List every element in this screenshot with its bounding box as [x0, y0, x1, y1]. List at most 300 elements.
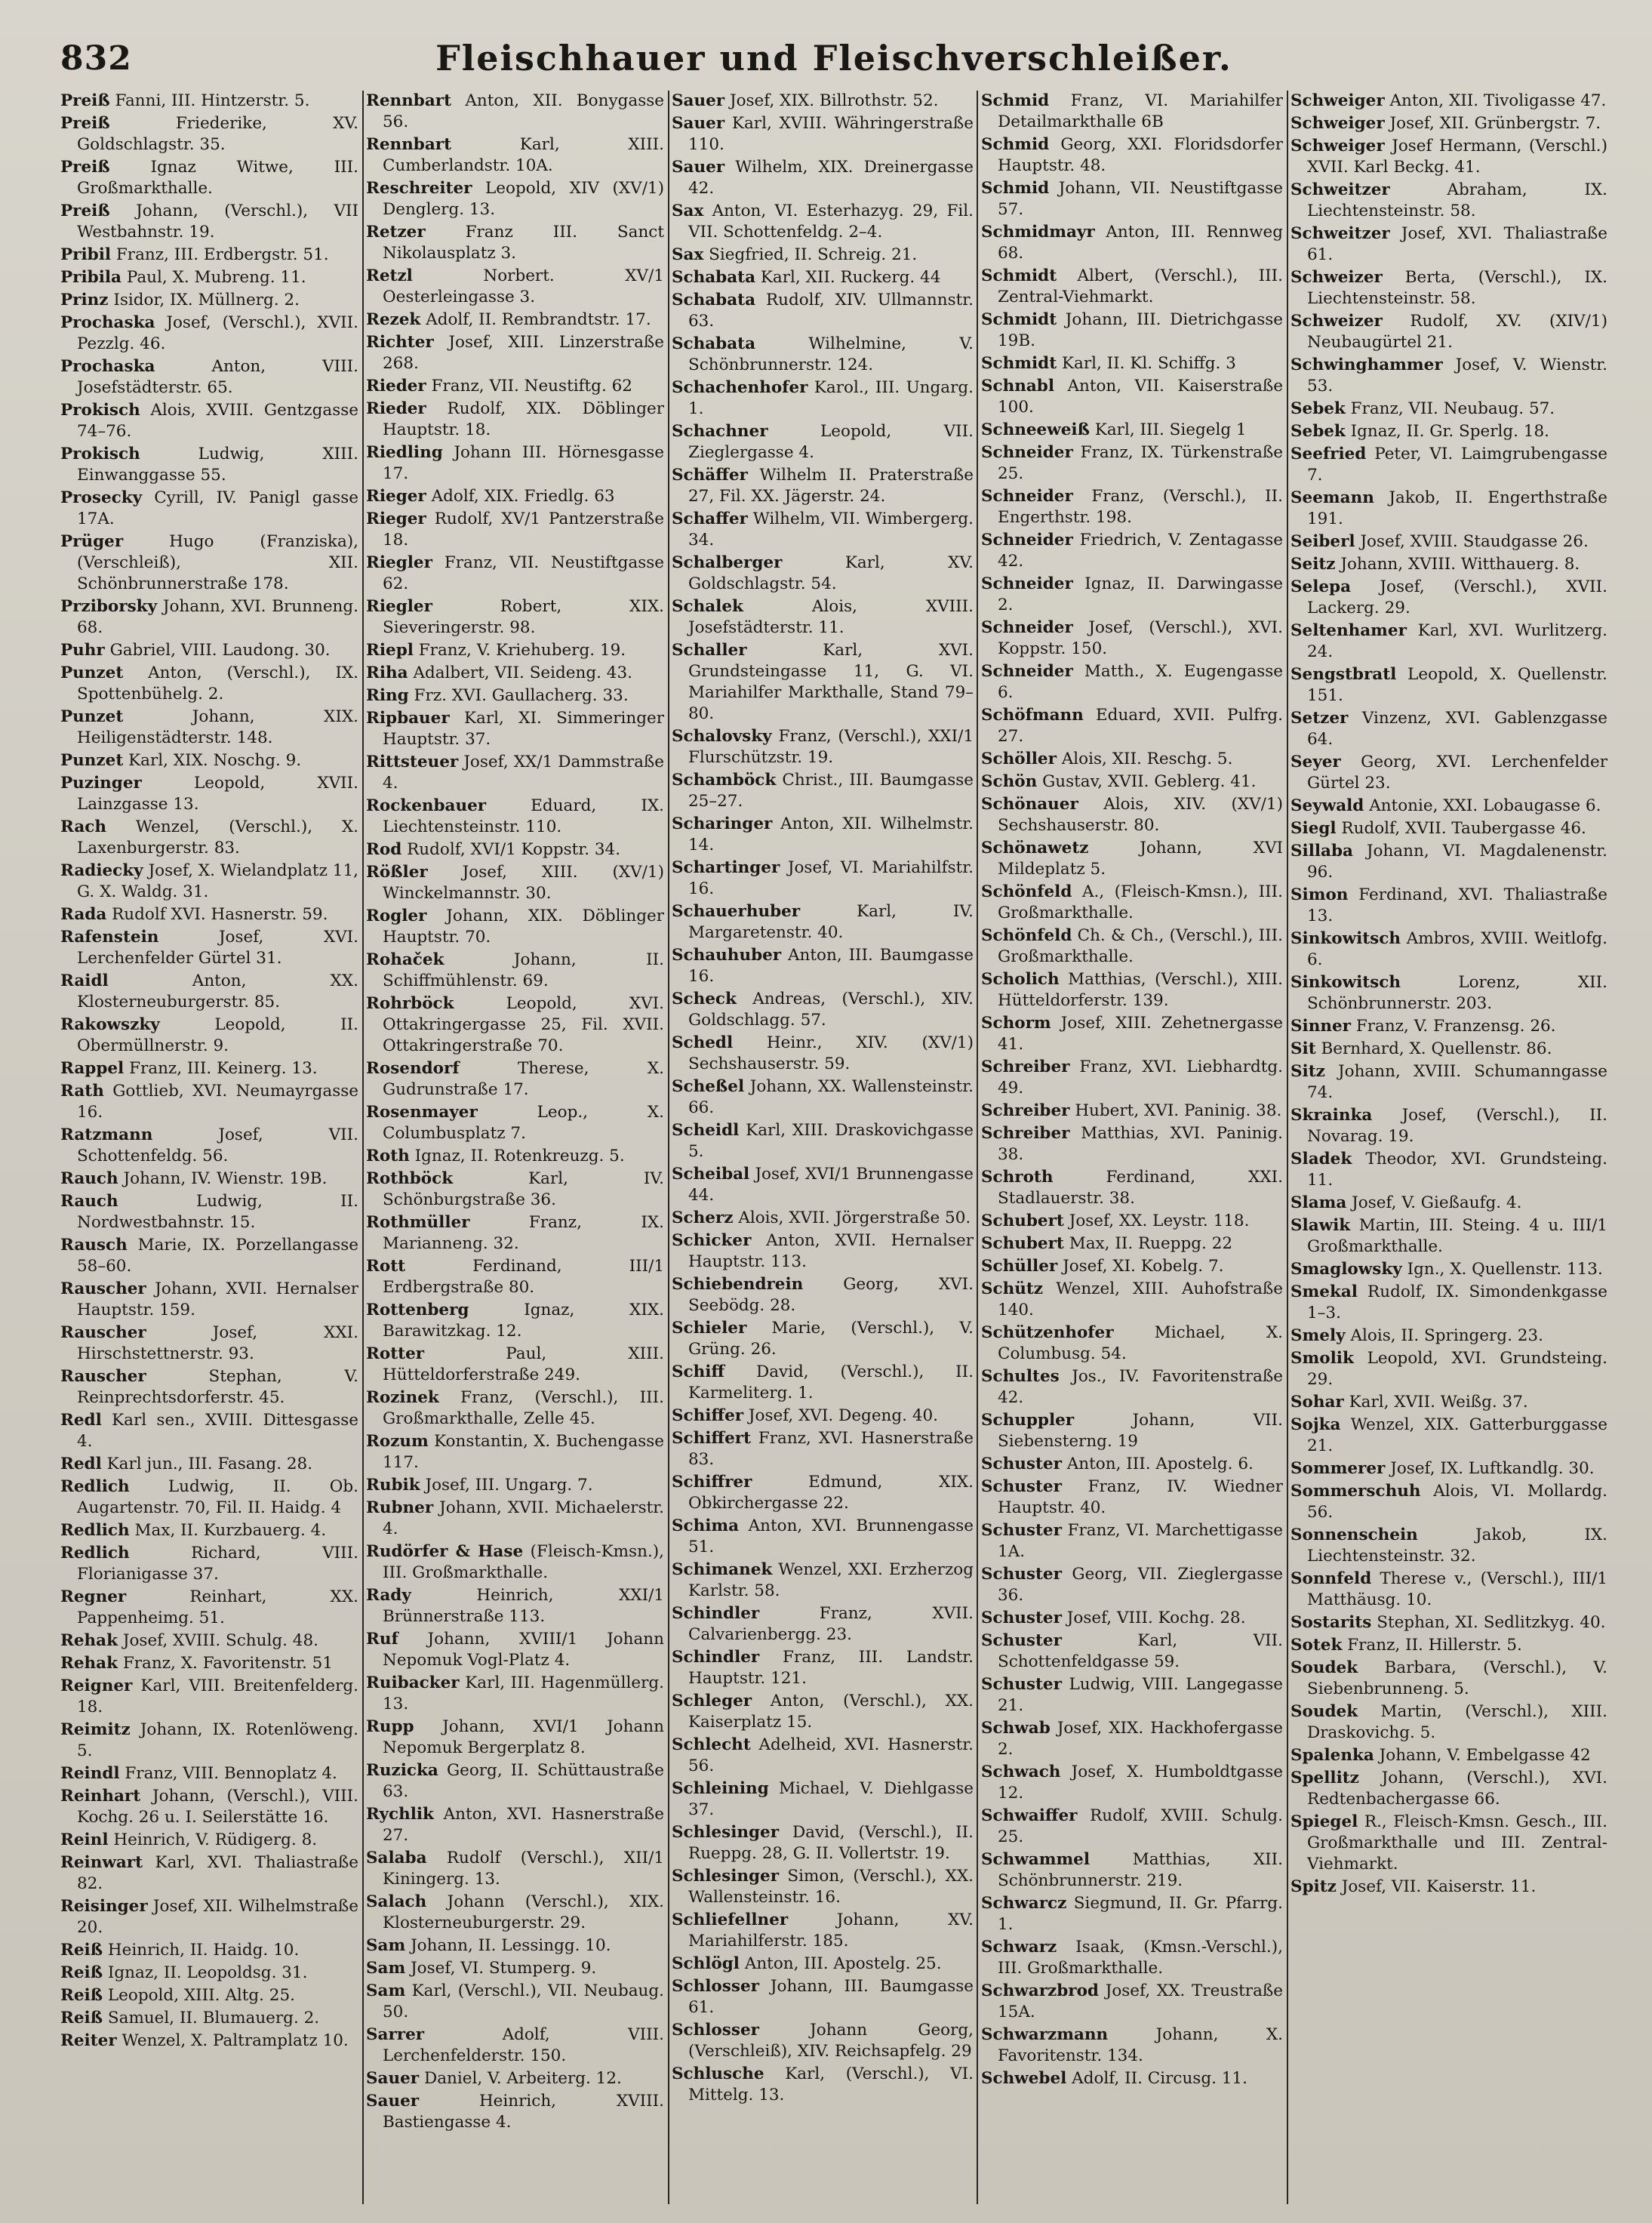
entry-surname: Schicker — [672, 1231, 752, 1250]
entry-surname: Sommerschuh — [1291, 1482, 1421, 1501]
entry-surname: Sladek — [1291, 1150, 1352, 1168]
directory-entry — [1291, 1193, 1607, 1214]
directory-entry — [60, 1630, 358, 1652]
entry-surname: Schartinger — [672, 858, 780, 877]
entry-details: Josef, X. Wielandplatz 11, G. X. Waldg. 31. — [77, 861, 358, 901]
directory-entry — [366, 134, 664, 177]
directory-entry — [60, 1763, 358, 1784]
entry-surname: Reimitz — [60, 1720, 131, 1739]
entry-surname: Redlich — [60, 1477, 130, 1496]
directory-entry — [981, 1410, 1283, 1452]
entry-surname: Scheidl — [672, 1121, 740, 1140]
entry-surname: Schneider — [981, 618, 1073, 637]
entry-details: Josef, XIX. Billrothstr. 52. — [729, 91, 939, 110]
entry-surname: Spellitz — [1291, 1769, 1359, 1787]
entry-surname: Schmid — [981, 135, 1050, 154]
entry-details: Franz, VI. Mariahilfer Detailmarkthalle 6B — [998, 91, 1283, 131]
directory-entry — [366, 862, 664, 904]
directory-entry — [1291, 664, 1607, 707]
entry-details: Karl, XVI. Grundsteingasse 11, G. VI. Mariahilfer Markthalle, Stand 79–80. — [688, 641, 974, 723]
entry-details: Rudolf, XVII. Taubergasse 46. — [1341, 819, 1586, 838]
entry-details: Anton, III. Baumgasse 16. — [688, 946, 974, 986]
entry-details: Rudolf, XVIII. Schulg. 25. — [998, 1806, 1283, 1846]
directory-entry — [1291, 223, 1607, 266]
entry-details: Johann, IV. Wienstr. 19B. — [123, 1169, 328, 1188]
entry-details: Franz, XVI. Hasnerstraße 83. — [688, 1429, 974, 1469]
entry-surname: Schiffer — [672, 1406, 744, 1425]
directory-entry — [981, 1806, 1283, 1848]
entry-details: Leop., X. Columbusplatz 7. — [383, 1103, 664, 1143]
entry-surname: Schüller — [981, 1257, 1058, 1276]
entry-details: Adalbert, VII. Seideng. 43. — [413, 664, 632, 682]
entry-details: Anton, XVI. Brunnengasse 51. — [688, 1516, 974, 1556]
directory-entry — [1291, 972, 1607, 1015]
entry-details: Anton, VI. Esterhazyg. 29, Fil. VII. Schottenfeldg. 2–4. — [688, 202, 974, 242]
entry-surname: Raidl — [60, 971, 109, 990]
entry-surname: Rieger — [366, 510, 426, 528]
directory-entry — [60, 1720, 358, 1762]
entry-details: Johann, (Verschl.), XVI. Redtenbachergasse 66. — [1307, 1769, 1607, 1809]
entry-details: Ferdinand, XVI. Thaliastraße 13. — [1307, 885, 1607, 925]
directory-entry — [981, 2068, 1283, 2089]
column-divider — [1287, 91, 1288, 2204]
directory-entry — [672, 1691, 974, 1733]
directory-entry — [981, 1674, 1283, 1717]
entry-surname: Schmidmayr — [981, 223, 1095, 242]
entry-surname: Schweiger — [1291, 137, 1385, 155]
entry-surname: Skrainka — [1291, 1106, 1373, 1125]
directory-entry — [60, 157, 358, 199]
directory-entry — [672, 1735, 974, 1777]
entry-details: Johann, VI. Magdalenenstr. 96. — [1307, 842, 1607, 882]
entry-surname: Reinl — [60, 1830, 109, 1849]
entry-details: Wilhelmine, V. Schönbrunnerstr. 124. — [688, 334, 974, 374]
entry-details: Anton, XVII. Hernalser Hauptstr. 113. — [688, 1231, 974, 1271]
entry-surname: Rottenberg — [366, 1301, 469, 1319]
directory-entry — [1291, 1415, 1607, 1457]
entry-details: Vinzenz, XVI. Gablenzgasse 64. — [1307, 709, 1607, 749]
entry-details: Anton, VIII. Josefstädterstr. 65. — [77, 357, 358, 397]
entry-surname: Sauer — [366, 2069, 420, 2088]
directory-entry — [1291, 1635, 1607, 1656]
entry-details: Josef, (Verschl.), II. Novarag. 19. — [1307, 1106, 1607, 1146]
entry-details: Ferdinand, III/1 Erdbergstraße 80. — [383, 1257, 664, 1297]
entry-details: Anton, XX. Klosterneuburgerstr. 85. — [77, 971, 358, 1011]
entry-surname: Schreiber — [981, 1058, 1070, 1076]
directory-entry — [1291, 1481, 1607, 1523]
entry-details: Anton, (Verschl.), XX. Kaiserplatz 15. — [688, 1692, 974, 1732]
entry-details: Siegfried, II. Schreig. 21. — [709, 245, 918, 264]
directory-entry — [60, 1015, 358, 1057]
directory-entry — [981, 1211, 1283, 1232]
directory-entry — [366, 1058, 664, 1101]
directory-entry — [366, 906, 664, 948]
entry-surname: Puzinger — [60, 774, 142, 793]
directory-entry — [981, 1123, 1283, 1165]
entry-surname: Seltenhamer — [1291, 621, 1407, 640]
entry-surname: Schubert — [981, 1212, 1064, 1230]
directory-entry — [672, 290, 974, 332]
entry-details: Johann, VII. Neustiftgasse 57. — [998, 179, 1283, 219]
entry-surname: Schedl — [672, 1033, 734, 1052]
directory-entry — [366, 222, 664, 264]
entry-surname: Ruf — [366, 1630, 398, 1649]
directory-entry — [981, 1937, 1283, 1979]
entry-surname: Rod — [366, 840, 402, 859]
entry-surname: Prokisch — [60, 445, 140, 463]
entry-surname: Retzl — [366, 266, 413, 285]
entry-details: Johann, (Verschl.), VII Westbahnstr. 19. — [77, 202, 358, 242]
entry-details: Berta, (Verschl.), IX. Liechtensteinstr. 58. — [1307, 268, 1607, 308]
entry-surname: Schabata — [672, 334, 756, 353]
entry-details: Josef, XII. Grünbergstr. 7. — [1389, 114, 1601, 133]
entry-surname: Schieler — [672, 1319, 747, 1338]
entry-surname: Reiß — [60, 1963, 103, 1982]
entry-surname: Roth — [366, 1147, 410, 1165]
entry-surname: Schmidt — [981, 266, 1057, 285]
entry-surname: Schlusche — [672, 2064, 764, 2083]
directory-entry — [981, 1454, 1283, 1475]
entry-surname: Rach — [60, 817, 107, 836]
entry-surname: Schuster — [981, 1631, 1062, 1650]
entry-surname: Rozinek — [366, 1388, 439, 1407]
directory-entry — [981, 486, 1283, 528]
column-1 — [60, 91, 358, 2212]
directory-entry — [366, 2068, 664, 2089]
directory-entry — [981, 442, 1283, 485]
directory-entry — [366, 685, 664, 707]
directory-entry — [1291, 1016, 1607, 1037]
directory-entry — [1291, 1061, 1607, 1104]
directory-entry — [1291, 554, 1607, 575]
entry-details: Karl, XI. Simmeringer Hauptstr. 37. — [383, 709, 664, 749]
entry-surname: Sitz — [1291, 1062, 1325, 1081]
entry-details: Isaak, (Kmsn.-Verschl.), III. Großmarkthalle. — [998, 1938, 1283, 1978]
entry-details: Matth., X. Eugengasse 6. — [998, 662, 1283, 702]
directory-entry — [60, 1587, 358, 1629]
entry-surname: Schmidt — [981, 354, 1057, 373]
entry-surname: Simon — [1291, 885, 1349, 904]
entry-surname: Smely — [1291, 1326, 1346, 1345]
directory-entry — [366, 752, 664, 794]
entry-surname: Sillaba — [1291, 842, 1353, 861]
directory-entry — [672, 1362, 974, 1404]
entry-surname: Punzet — [60, 707, 124, 726]
entry-surname: Smekal — [1291, 1282, 1358, 1301]
entry-surname: Schlecht — [672, 1735, 751, 1754]
entry-surname: Rauscher — [60, 1323, 146, 1342]
entry-details: Rudolf XVI. Hasnerstr. 59. — [112, 905, 328, 924]
directory-entry — [366, 376, 664, 397]
entry-surname: Schiebendrein — [672, 1275, 804, 1294]
directory-entry — [60, 1058, 358, 1079]
directory-entry — [1291, 752, 1607, 794]
directory-entry — [981, 353, 1283, 374]
entry-surname: Reisinger — [60, 1897, 148, 1916]
entry-surname: Preiß — [60, 114, 110, 133]
entry-details: Franz, VIII. Bennoplatz 4. — [125, 1764, 337, 1783]
directory-entry — [672, 91, 974, 112]
entry-details: Ludwig, II. Ob. Augartenstr. 70, Fil. II. Haidg. 4 — [77, 1477, 358, 1517]
entry-surname: Rieger — [366, 487, 426, 506]
entry-surname: Schultes — [981, 1367, 1060, 1386]
directory-entry — [60, 267, 358, 288]
entry-surname: Reiß — [60, 1941, 103, 1960]
entry-details: Ign., X. Quellenstr. 113. — [1407, 1260, 1603, 1279]
directory-entry — [1291, 1458, 1607, 1479]
entry-details: Rudolf, XIV. Ullmannstr. 63. — [688, 291, 974, 331]
directory-entry — [1291, 91, 1607, 112]
entry-details: Ignaz, XIX. Barawitzkag. 12. — [383, 1301, 664, 1341]
entry-details: Georg, II. Schüttaustraße 63. — [383, 1761, 664, 1801]
entry-details: Rudolf (Verschl.), XII/1 Kiningerg. 13. — [383, 1849, 664, 1889]
entry-surname: Rehak — [60, 1631, 118, 1650]
entry-surname: Schlosser — [672, 2021, 759, 2040]
entry-details: Daniel, V. Arbeiterg. 12. — [423, 2069, 622, 2088]
entry-details: Peter, VI. Laimgrubengasse 7. — [1307, 445, 1607, 485]
directory-entry — [1291, 1282, 1607, 1324]
entry-details: R., Fleisch-Kmsn. Gesch., III. Großmarkthalle und III. Zentral-Viehmarkt. — [1307, 1812, 1607, 1874]
entry-surname: Schlosser — [672, 1977, 759, 1996]
directory-entry — [60, 2031, 358, 2052]
entry-surname: Schauerhuber — [672, 902, 801, 921]
entry-surname: Salaba — [366, 1849, 427, 1867]
entry-surname: Schiffrer — [672, 1473, 752, 1492]
entry-surname: Schwebel — [981, 2069, 1067, 2088]
directory-entry — [1291, 1259, 1607, 1280]
entry-surname: Sostarits — [1291, 1613, 1372, 1632]
directory-entry — [366, 553, 664, 595]
entry-surname: Riedling — [366, 443, 443, 462]
directory-entry — [672, 1406, 974, 1427]
directory-entry — [672, 1318, 974, 1360]
entry-details: Ignaz, II. Rotenkreuzg. 5. — [414, 1147, 625, 1165]
directory-entry — [981, 661, 1283, 704]
entry-surname: Schachenhofer — [672, 378, 808, 397]
entry-details: Franz, XVI. Liebhardtg. 49. — [998, 1058, 1283, 1098]
entry-surname: Rittsteuer — [366, 753, 459, 771]
entry-surname: Scharinger — [672, 814, 773, 833]
entry-surname: Spitz — [1291, 1877, 1337, 1896]
directory-entry — [981, 178, 1283, 220]
entry-surname: Slama — [1291, 1193, 1347, 1212]
entry-surname: Regner — [60, 1587, 127, 1606]
entry-details: Rudolf, XV/1 Pantzerstraße 18. — [383, 510, 664, 550]
entry-details: Johann, XIX. Döblinger Hauptstr. 70. — [383, 907, 664, 947]
entry-details: Ch. & Ch., (Verschl.), III. Großmarkthalle. — [998, 926, 1283, 966]
entry-surname: Schwarzbrod — [981, 1981, 1099, 2000]
entry-surname: Rozum — [366, 1432, 429, 1451]
directory-entry — [1291, 444, 1607, 486]
entry-details: Johann Georg, (Verschleiß), XIV. Reichsapfelg. 29 — [688, 2021, 974, 2061]
entry-surname: Rieder — [366, 377, 426, 396]
entry-details: Anton, III. Apostelg. 6. — [1066, 1455, 1254, 1473]
entry-surname: Schöller — [981, 750, 1057, 768]
entry-surname: Schauhuber — [672, 946, 782, 965]
entry-surname: Schneider — [981, 574, 1073, 593]
entry-surname: Radiecky — [60, 861, 143, 880]
directory-entry — [60, 1896, 358, 1938]
entry-details: Franz, III. Erdbergstr. 51. — [115, 245, 329, 264]
directory-entry — [60, 2008, 358, 2029]
entry-details: Josef, V. Gießaufg. 4. — [1352, 1193, 1522, 1212]
entry-details: Georg, XXI. Floridsdorfer Hauptstr. 48. — [998, 135, 1283, 175]
entry-surname: Prokisch — [60, 401, 140, 420]
directory-entry — [60, 290, 358, 311]
entry-details: Wenzel, (Verschl.), X. Laxenburgerstr. 83. — [77, 817, 358, 857]
directory-entry — [60, 971, 358, 1013]
entry-surname: Prochaska — [60, 313, 155, 332]
entry-details: Matthias, XVI. Paninig. 38. — [998, 1124, 1283, 1164]
entry-surname: Scherz — [672, 1208, 734, 1227]
entry-surname: Richter — [366, 333, 434, 352]
directory-entry — [60, 596, 358, 639]
entry-surname: Rauch — [60, 1192, 118, 1211]
entry-surname: Sengstbratl — [1291, 665, 1397, 684]
entry-details: Franz, XVII. Calvarienbergg. 23. — [688, 1604, 974, 1644]
entry-surname: Scheibal — [672, 1165, 750, 1184]
entry-details: Josef, XII. Wilhelmstraße 20. — [77, 1897, 358, 1937]
column-divider — [362, 91, 364, 2204]
directory-entry — [366, 1541, 664, 1584]
directory-entry — [366, 1958, 664, 1979]
entry-details: Paul, XIII. Hütteldorferstraße 249. — [383, 1344, 664, 1384]
entry-details: Karl, XIII. Cumberlandstr. 10A. — [383, 135, 664, 175]
directory-entry — [981, 2024, 1283, 2067]
entry-details: Alois, II. Springerg. 23. — [1350, 1326, 1543, 1345]
directory-entry — [981, 134, 1283, 177]
entry-surname: Soudek — [1291, 1658, 1358, 1677]
directory-entry — [60, 531, 358, 595]
entry-details: Josef, III. Ungarg. 7. — [425, 1476, 593, 1495]
entry-surname: Schlesinger — [672, 1867, 780, 1886]
directory-entry — [981, 1608, 1283, 1629]
entry-details: Josef, X. Humboldtgasse 12. — [998, 1763, 1283, 1803]
entry-details: Ignaz, II. Darwingasse 2. — [998, 574, 1283, 614]
entry-details: Josef, (Verschl.), XVI. Koppstr. 150. — [998, 618, 1283, 658]
directory-entry — [1291, 1105, 1607, 1147]
directory-entry — [60, 113, 358, 155]
entry-surname: Reinwart — [60, 1853, 143, 1872]
entry-surname: Schneider — [981, 443, 1073, 462]
directory-entry — [366, 509, 664, 551]
entry-details: Martin, III. Steing. 4 u. III/1 Großmarkthalle. — [1307, 1216, 1607, 1256]
directory-entry — [981, 705, 1283, 747]
entry-details: Edmund, XIX. Obkirchergasse 22. — [688, 1473, 974, 1513]
entry-details: Ludwig, VIII. Langegasse 21. — [998, 1675, 1283, 1715]
entry-details: Anton, XVI. Hasnerstraße 27. — [383, 1805, 664, 1845]
entry-details: Samuel, II. Blumauerg. 2. — [107, 2009, 320, 2027]
entry-surname: Rogler — [366, 907, 427, 925]
entry-details: Alois, VI. Mollardg. 56. — [1307, 1482, 1607, 1522]
entry-details: Richard, VIII. Florianigasse 37. — [77, 1544, 358, 1584]
entry-details: Franz, VI. Marchettigasse 1A. — [998, 1521, 1283, 1561]
entry-surname: Prinz — [60, 291, 109, 309]
directory-entry — [1291, 620, 1607, 663]
entry-details: Ambros, XVIII. Weitlofg. 6. — [1307, 929, 1607, 969]
entry-details: Marie, IX. Porzellangasse 58–60. — [77, 1236, 358, 1276]
entry-surname: Prosecky — [60, 488, 143, 507]
entry-details: Michael, V. Diehlgasse 37. — [688, 1779, 974, 1819]
directory-entry — [366, 1935, 664, 1957]
directory-entry — [1291, 1392, 1607, 1413]
entry-surname: Prochaska — [60, 357, 155, 376]
entry-details: Johann, XVI/1 Johann Nepomuk Bergerplatz 8. — [383, 1717, 664, 1757]
entry-details: Wenzel, XIX. Gatterburggasse 21. — [1307, 1415, 1607, 1455]
entry-details: Jakob, IX. Liechtensteinstr. 32. — [1307, 1526, 1607, 1566]
entry-surname: Schweitzer — [1291, 224, 1390, 243]
directory-entry — [60, 927, 358, 969]
entry-surname: Redl — [60, 1455, 102, 1473]
directory-entry — [366, 1344, 664, 1386]
entry-surname: Ring — [366, 686, 409, 705]
entry-surname: Rudörfer & Hase — [366, 1542, 524, 1561]
entry-surname: Schuster — [981, 1609, 1062, 1627]
entry-surname: Siegl — [1291, 819, 1337, 838]
entry-details: Adolf, II. Rembrandtstr. 17. — [426, 310, 651, 329]
directory-entry — [981, 1849, 1283, 1892]
entry-surname: Schreiber — [981, 1124, 1070, 1143]
entry-surname: Schabata — [672, 268, 756, 287]
directory-entry — [1291, 531, 1607, 553]
entry-surname: Schimanek — [672, 1560, 773, 1579]
entry-details: Josef, IX. Luftkandlg. 30. — [1390, 1459, 1595, 1478]
entry-details: Josef, XIII. (XV/1) Winckelmannstr. 30. — [383, 863, 664, 903]
entry-details: Georg, XVI. Seebödg. 28. — [688, 1275, 974, 1315]
directory-entry — [60, 1963, 358, 1984]
entry-details: Johann, XVIII. Schumanngasse 74. — [1307, 1062, 1607, 1102]
directory-entry — [981, 1057, 1283, 1099]
entry-surname: Riegler — [366, 553, 432, 572]
entry-surname: Reiß — [60, 1986, 103, 2005]
directory-entry — [60, 817, 358, 859]
entry-details: Rudolf, XVI/1 Koppstr. 34. — [407, 840, 621, 859]
entry-surname: Reinhart — [60, 1787, 141, 1806]
entry-surname: Schnabl — [981, 377, 1055, 396]
entry-details: Eduard, XVII. Pulfrg. 27. — [998, 706, 1283, 746]
entry-details: Josef, XIII. Linzerstraße 268. — [383, 333, 664, 373]
entry-details: Heinrich, XXI/1 Brünnerstraße 113. — [383, 1586, 664, 1626]
entry-surname: Sebek — [1291, 422, 1346, 441]
entry-details: Rudolf, XIX. Döblinger Hauptstr. 18. — [383, 399, 664, 439]
entry-details: Karl, III. Hagenmüllerg. 13. — [383, 1673, 664, 1713]
entry-surname: Rieder — [366, 399, 426, 418]
directory-entry — [366, 1168, 664, 1211]
entry-details: Johann, XVIII/1 Johann Nepomuk Vogl-Platz 4. — [383, 1630, 664, 1670]
directory-entry — [366, 442, 664, 485]
directory-entry — [672, 1033, 974, 1075]
directory-entry — [366, 2024, 664, 2067]
entry-surname: Riegler — [366, 597, 432, 616]
entry-surname: Rauscher — [60, 1367, 146, 1386]
entry-details: Barbara, (Verschl.), V. Siebenbrunneng. 5. — [1307, 1658, 1607, 1698]
entry-surname: Smolik — [1291, 1349, 1354, 1368]
directory-entry — [60, 1653, 358, 1674]
entry-details: Karl, XII. Ruckerg. 44 — [760, 268, 941, 287]
directory-entry — [60, 400, 358, 442]
entry-details: Heinrich, V. Rüdigerg. 8. — [113, 1830, 318, 1849]
entry-details: Leopold, VII. Zieglergasse 4. — [688, 422, 974, 462]
entry-surname: Rothböck — [366, 1169, 454, 1188]
entry-details: Franz, (Verschl.), II. Engerthstr. 198. — [998, 487, 1283, 527]
directory-entry — [60, 1081, 358, 1123]
entry-details: Gottlieb, XVI. Neumayrgasse 16. — [77, 1082, 358, 1122]
entry-surname: Prziborsky — [60, 597, 158, 616]
directory-entry — [672, 726, 974, 768]
directory-entry — [672, 1076, 974, 1119]
entry-surname: Rauscher — [60, 1279, 146, 1298]
directory-entry — [981, 266, 1283, 308]
